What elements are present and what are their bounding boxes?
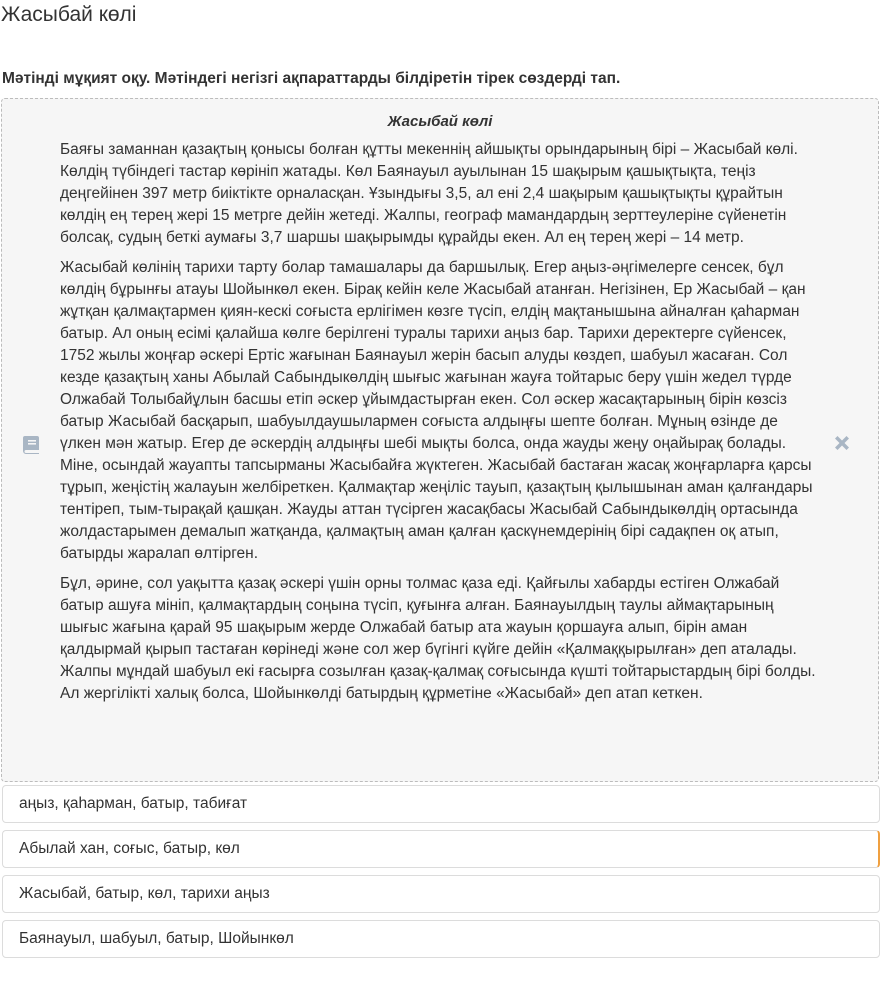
passage-box [1, 98, 879, 782]
book-icon [20, 433, 44, 457]
answer-option-2[interactable]: Абылай хан, соғыс, батыр, көл [2, 830, 880, 868]
answer-option-3[interactable]: Жасыбай, батыр, көл, тарихи аңыз [2, 875, 880, 913]
instruction-text: Мәтінді мұқият оқу. Мәтіндегі негізгі ақпараттарды білдіретін тірек сөздерді тап. [2, 70, 621, 87]
passage-content [60, 111, 820, 713]
answer-option-4[interactable]: Баянауыл, шабуыл, батыр, Шойынкөл [2, 920, 880, 958]
passage-paragraph-2: Жасыбай көлінің тарихи тарту болар тамашалары да баршылық. Егер аңыз-әңгімелерге сенсек, бұл көлдің бұрынғы атауы Шойынкөл екен. Бірақ кейін келе Жасыбай атанған. Негізінен, Ер Жасыбай – қан жұтқан қалмақтармен қиян-кескі соғыста ерлігімен көзге түсіп, елдің мақтанышына айналған қаһарман батыр. Ал оның есімі қалайша көлге берілгені туралы тарихи аңыз бар. Тарихи деректерге сүйенсек, 1752 жылы жоңғар әскері Ертіс жағынан Баянауыл жерін басып алуды көздеп, шабуыл жасаған. Сол кезде қазақтың ханы Абылай Сабындыкөлдің шығыс жағынан жауға тойтарыс беру үшін жедел түрде Олжабай Толыбайұлын басшы етіп әскер ұйымдастырған екен. Сол әскер жасақтарының бірін көзсіз батыр Жасыбай басқарып, шабуылдаушылармен соғыста алдыңғы шепте болған. Мұның өзінде де үлкен мән жатыр. Егер де әскердің алдыңғы шебі мықты болса, онда жауды жеңу оңайырақ болады. Міне, осындай жауапты тапсырманы Жасыбайға жүктеген. Жасыбай бастаған жасақ жоңғарларға қарсы тұрып, жеңістің жалауын желбіреткен. Қалмақтар жеңіліс тауып, қазақтың қылышынан аман қалғандары тентіреп, тым-тырақай қашқан. Жауды аттан түсірген жасақбасы Жасыбай Сабындыкөлдің ортасында жолдастарымен демалып жатқанда, қалмақтың аман қалған қаскүнемдерінің бірі садақпен оқ атып, батырды жаралап өлтірген. [60, 259, 813, 562]
close-icon[interactable] [831, 432, 853, 454]
answer-option-1[interactable]: аңыз, қаһарман, батыр, табиғат [2, 785, 880, 823]
passage-paragraph-1: Баяғы заманнан қазақтың қонысы болған құтты мекеннің айшықты орындарының бірі – Жасыбай көлі. Көлдің түбіндегі тастар көрініп жатады. Көл Баянауыл ауылынан 15 шақырым қашықтықта, теңіз деңгейінен 397 метр биіктікте орналасқан. Ұзындығы 3,5, ал ені 2,4 шақырым қашықтықты құрайтын көлдің ең терең жері 15 метрге дейін жетеді. Жалпы, географ мамандардың зерттеулеріне сүйенетін болсақ, судың беткі аумағы 3,7 шаршы шақырымды құрайды екен. Ал ең терең жері – 14 метр. [60, 141, 798, 246]
page-title: Жасыбай көлі [1, 3, 137, 26]
passage-paragraph-3: Бұл, әрине, сол уақытта қазақ әскері үшін орны толмас қаза еді. Қайғылы хабарды естіген Олжабай батыр ашуға мініп, қалмақтардың соңына түсіп, қуғынға алған. Баянауылдың таулы аймақтарының шығыс жағына қарай 95 шақырым жерде Олжабай батыр ата жауын қоршауға алып, бірін аман қалдырмай қырып тастаған көрінеді және сол жер бүгінгі күйге дейін «Қалмаққырылған» деп аталады. Жалпы мұндай шабуыл екі ғасырға созылған қазақ-қалмақ соғысында күшті тойтарыстардың бірі болды. Ал жергілікті халық болса, Шойынкөлді батырдың құрметіне «Жасыбай» деп атап кеткен. [60, 575, 816, 702]
passage-title: Жасыбай көлі [387, 113, 493, 130]
